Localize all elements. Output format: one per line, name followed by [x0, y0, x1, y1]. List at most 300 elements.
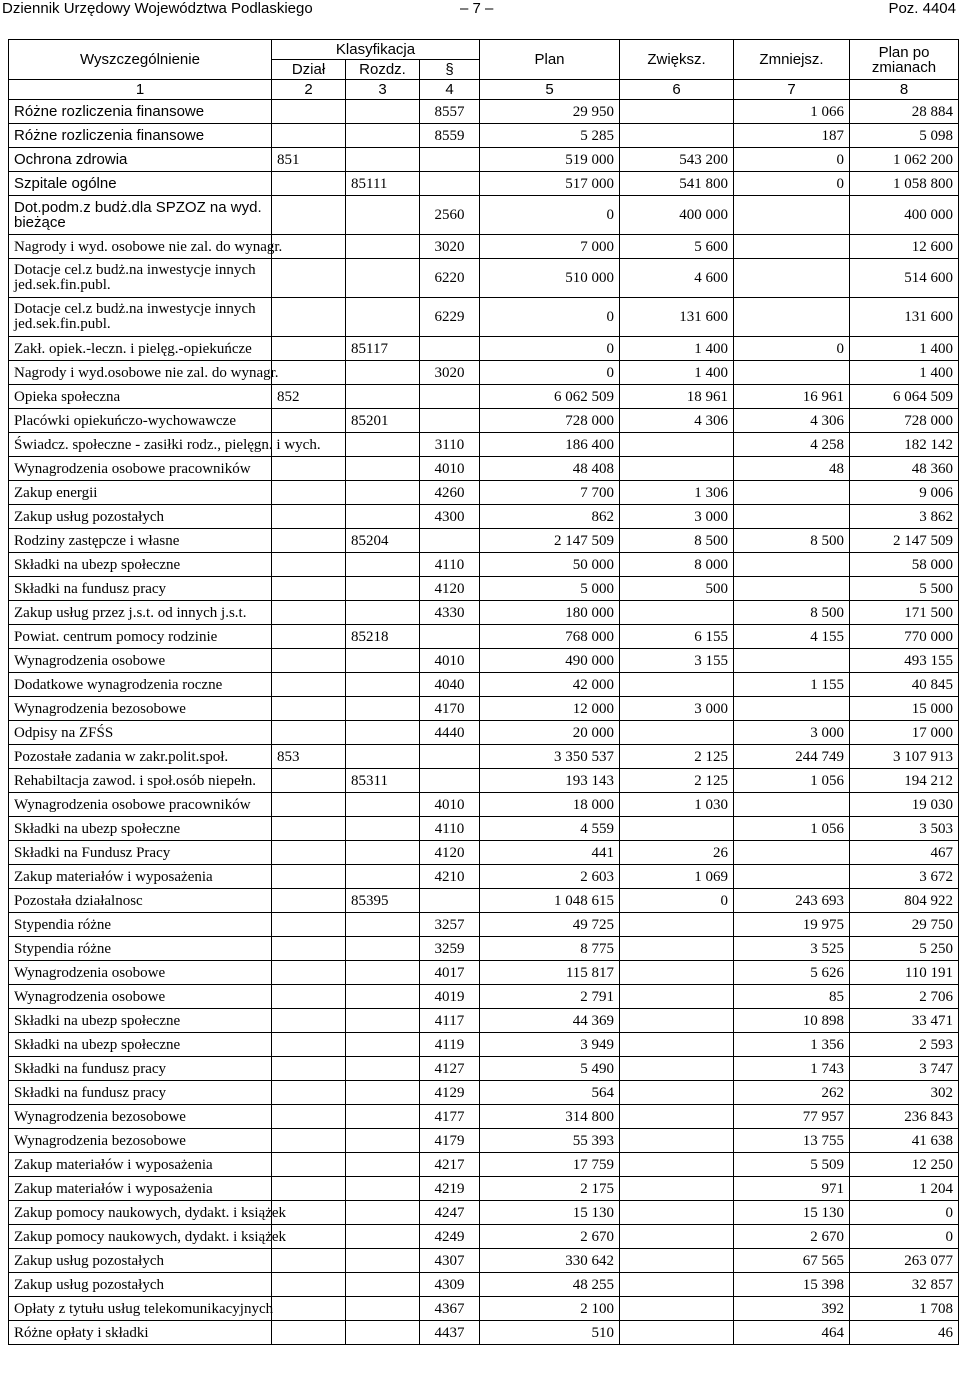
table-row	[9, 841, 959, 865]
cell-plan: 18 000	[480, 793, 620, 817]
cell-paragraph: 4120	[420, 577, 480, 601]
table-row	[9, 1177, 959, 1201]
table-row	[9, 148, 959, 172]
cell-name: Stypendia różne	[9, 937, 272, 961]
cell-plan: 768 000	[480, 625, 620, 649]
cell-increase	[620, 913, 734, 937]
cell-name: Składki na Fundusz Pracy	[9, 841, 272, 865]
cell-rozdz: 85201	[346, 409, 420, 433]
cell-paragraph: 8559	[420, 124, 480, 148]
cell-paragraph: 4177	[420, 1105, 480, 1129]
cell-decrease: 0	[734, 148, 850, 172]
cell-dzial	[272, 196, 346, 235]
cell-plan: 2 175	[480, 1177, 620, 1201]
table-row	[9, 1057, 959, 1081]
cell-rozdz	[346, 1321, 420, 1345]
cell-dzial	[272, 697, 346, 721]
cell-rozdz	[346, 259, 420, 298]
cell-plan-after: 5 250	[850, 937, 959, 961]
cell-name: Opieka społeczna	[9, 385, 272, 409]
cell-name: Różne rozliczenia finansowe	[9, 100, 272, 124]
column-number: 1	[9, 80, 272, 100]
cell-plan-after: 2 147 509	[850, 529, 959, 553]
cell-decrease: 1 356	[734, 1033, 850, 1057]
table-row	[9, 409, 959, 433]
cell-name: Powiat. centrum pomocy rodzinie	[9, 625, 272, 649]
table-row	[9, 337, 959, 361]
table-row	[9, 1225, 959, 1249]
cell-plan: 5 490	[480, 1057, 620, 1081]
cell-name: Nagrody i wyd.osobowe nie zal. do wynagr.	[9, 361, 272, 385]
cell-increase	[620, 457, 734, 481]
cell-increase	[620, 1177, 734, 1201]
cell-plan-after: 131 600	[850, 298, 959, 337]
page-number: – 7 –	[460, 0, 494, 17]
cell-plan-after: 40 845	[850, 673, 959, 697]
cell-name: Stypendia różne	[9, 913, 272, 937]
column-number: 2	[272, 80, 346, 100]
cell-increase	[620, 1249, 734, 1273]
cell-plan: 12 000	[480, 697, 620, 721]
cell-decrease: 85	[734, 985, 850, 1009]
cell-paragraph: 4010	[420, 649, 480, 673]
cell-dzial	[272, 1153, 346, 1177]
cell-plan: 4 559	[480, 817, 620, 841]
cell-plan-after: 46	[850, 1321, 959, 1345]
cell-rozdz	[346, 961, 420, 985]
cell-plan-after: 5 500	[850, 577, 959, 601]
cell-plan-after: 1 400	[850, 361, 959, 385]
cell-rozdz	[346, 124, 420, 148]
cell-decrease	[734, 841, 850, 865]
cell-increase: 3 000	[620, 697, 734, 721]
cell-plan-after: 3 503	[850, 817, 959, 841]
cell-increase	[620, 1321, 734, 1345]
cell-rozdz	[346, 196, 420, 235]
table-row	[9, 985, 959, 1009]
table-row	[9, 961, 959, 985]
cell-rozdz	[346, 1057, 420, 1081]
cell-rozdz	[346, 1009, 420, 1033]
cell-paragraph: 2560	[420, 196, 480, 235]
cell-decrease: 48	[734, 457, 850, 481]
cell-decrease: 392	[734, 1297, 850, 1321]
cell-name: Wynagrodzenia bezosobowe	[9, 1105, 272, 1129]
cell-dzial	[272, 1009, 346, 1033]
cell-name: Świadcz. społeczne - zasiłki rodz., pielęgn. i wych.	[9, 433, 272, 457]
cell-increase	[620, 817, 734, 841]
cell-plan: 2 670	[480, 1225, 620, 1249]
cell-rozdz	[346, 1225, 420, 1249]
cell-name: Składki na ubezp społeczne	[9, 1033, 272, 1057]
cell-dzial	[272, 457, 346, 481]
cell-dzial	[272, 601, 346, 625]
cell-dzial	[272, 985, 346, 1009]
cell-paragraph: 4260	[420, 481, 480, 505]
cell-increase: 0	[620, 889, 734, 913]
cell-increase: 1 030	[620, 793, 734, 817]
cell-rozdz	[346, 1129, 420, 1153]
cell-decrease: 1 056	[734, 769, 850, 793]
cell-paragraph: 4019	[420, 985, 480, 1009]
table-row	[9, 259, 959, 298]
cell-name: Opłaty z tytułu usług telekomunikacyjnych	[9, 1297, 272, 1321]
header-paragraph: §	[420, 60, 480, 80]
cell-decrease: 0	[734, 172, 850, 196]
table-row	[9, 913, 959, 937]
cell-increase: 131 600	[620, 298, 734, 337]
cell-increase: 1 069	[620, 865, 734, 889]
cell-rozdz	[346, 553, 420, 577]
cell-dzial	[272, 721, 346, 745]
cell-plan-after: 1 204	[850, 1177, 959, 1201]
cell-paragraph: 3110	[420, 433, 480, 457]
cell-rozdz	[346, 817, 420, 841]
cell-increase: 2 125	[620, 745, 734, 769]
cell-name: Szpitale ogólne	[9, 172, 272, 196]
header-dzial: Dział	[272, 60, 346, 80]
cell-plan: 0	[480, 196, 620, 235]
cell-decrease: 0	[734, 337, 850, 361]
cell-increase: 3 155	[620, 649, 734, 673]
cell-plan: 728 000	[480, 409, 620, 433]
cell-rozdz	[346, 697, 420, 721]
cell-rozdz	[346, 601, 420, 625]
cell-increase: 2 125	[620, 769, 734, 793]
cell-name: Zakup pomocy naukowych, dydakt. i książek	[9, 1201, 272, 1225]
cell-rozdz	[346, 1153, 420, 1177]
cell-plan: 115 817	[480, 961, 620, 985]
cell-decrease	[734, 697, 850, 721]
cell-increase	[620, 1057, 734, 1081]
table-row	[9, 298, 959, 337]
cell-dzial	[272, 409, 346, 433]
table-row	[9, 625, 959, 649]
cell-rozdz	[346, 100, 420, 124]
header-name: Wyszczególnienie	[9, 40, 272, 80]
cell-plan: 517 000	[480, 172, 620, 196]
cell-paragraph	[420, 337, 480, 361]
cell-plan-after: 2 593	[850, 1033, 959, 1057]
cell-dzial	[272, 1105, 346, 1129]
cell-plan: 20 000	[480, 721, 620, 745]
table-row	[9, 172, 959, 196]
cell-dzial	[272, 235, 346, 259]
cell-rozdz	[346, 361, 420, 385]
cell-plan: 7 000	[480, 235, 620, 259]
cell-plan-after: 110 191	[850, 961, 959, 985]
cell-rozdz: 85111	[346, 172, 420, 196]
cell-plan-after: 5 098	[850, 124, 959, 148]
cell-plan: 180 000	[480, 601, 620, 625]
cell-rozdz	[346, 1033, 420, 1057]
cell-decrease: 4 155	[734, 625, 850, 649]
cell-increase: 543 200	[620, 148, 734, 172]
cell-name: Zakup energii	[9, 481, 272, 505]
column-number: 4	[420, 80, 480, 100]
table-row	[9, 817, 959, 841]
table-row	[9, 1009, 959, 1033]
cell-plan-after: 467	[850, 841, 959, 865]
cell-plan: 193 143	[480, 769, 620, 793]
cell-name: Odpisy na ZFŚS	[9, 721, 272, 745]
cell-decrease: 77 957	[734, 1105, 850, 1129]
cell-name: Wynagrodzenia bezosobowe	[9, 697, 272, 721]
cell-increase: 6 155	[620, 625, 734, 649]
cell-rozdz	[346, 793, 420, 817]
cell-plan-after: 1 400	[850, 337, 959, 361]
cell-plan: 50 000	[480, 553, 620, 577]
cell-plan: 6 062 509	[480, 385, 620, 409]
cell-plan-after: 9 006	[850, 481, 959, 505]
table-row	[9, 889, 959, 913]
cell-paragraph: 4330	[420, 601, 480, 625]
table-row	[9, 1249, 959, 1273]
cell-rozdz: 85117	[346, 337, 420, 361]
cell-plan-after: 1 058 800	[850, 172, 959, 196]
cell-rozdz	[346, 1297, 420, 1321]
cell-plan: 564	[480, 1081, 620, 1105]
cell-rozdz	[346, 937, 420, 961]
cell-name: Pozostała działalnosc	[9, 889, 272, 913]
cell-plan-after: 770 000	[850, 625, 959, 649]
table-row	[9, 601, 959, 625]
cell-paragraph: 4117	[420, 1009, 480, 1033]
cell-dzial	[272, 100, 346, 124]
table-row	[9, 1033, 959, 1057]
table-row	[9, 235, 959, 259]
cell-plan: 510	[480, 1321, 620, 1345]
cell-name: Dotacje cel.z budż.na inwestycje innych jed.sek.fin.publ.	[9, 298, 272, 337]
cell-name: Nagrody i wyd. osobowe nie zal. do wynagr.	[9, 235, 272, 259]
cell-increase	[620, 1273, 734, 1297]
cell-decrease: 8 500	[734, 529, 850, 553]
cell-rozdz	[346, 673, 420, 697]
table-row	[9, 1201, 959, 1225]
cell-paragraph: 4249	[420, 1225, 480, 1249]
cell-increase	[620, 673, 734, 697]
cell-paragraph: 3020	[420, 361, 480, 385]
cell-increase: 1 400	[620, 361, 734, 385]
cell-name: Placówki opiekuńczo-wychowawcze	[9, 409, 272, 433]
cell-plan-after: 1 062 200	[850, 148, 959, 172]
table-row	[9, 196, 959, 235]
cell-plan-after: 12 250	[850, 1153, 959, 1177]
cell-increase	[620, 433, 734, 457]
cell-paragraph: 6229	[420, 298, 480, 337]
cell-plan: 55 393	[480, 1129, 620, 1153]
cell-dzial	[272, 481, 346, 505]
cell-decrease: 4 258	[734, 433, 850, 457]
cell-rozdz	[346, 1249, 420, 1273]
cell-plan-after: 194 212	[850, 769, 959, 793]
cell-paragraph: 4219	[420, 1177, 480, 1201]
table-row	[9, 433, 959, 457]
table-row	[9, 481, 959, 505]
table-row	[9, 649, 959, 673]
cell-decrease	[734, 481, 850, 505]
cell-plan: 29 950	[480, 100, 620, 124]
cell-paragraph	[420, 172, 480, 196]
cell-plan-after: 2 706	[850, 985, 959, 1009]
cell-name: Zakup materiałów i wyposażenia	[9, 865, 272, 889]
cell-rozdz	[346, 1177, 420, 1201]
table-row	[9, 1273, 959, 1297]
cell-plan: 2 147 509	[480, 529, 620, 553]
table-row	[9, 361, 959, 385]
cell-name: Dotacje cel.z budż.na inwestycje innych jed.sek.fin.publ.	[9, 259, 272, 298]
cell-name: Dot.podm.z budż.dla SPZOZ na wyd. bieżące	[9, 196, 272, 235]
cell-plan: 17 759	[480, 1153, 620, 1177]
cell-decrease	[734, 577, 850, 601]
cell-increase	[620, 601, 734, 625]
cell-decrease: 243 693	[734, 889, 850, 913]
cell-rozdz	[346, 1105, 420, 1129]
cell-dzial	[272, 505, 346, 529]
cell-plan: 862	[480, 505, 620, 529]
cell-plan-after: 41 638	[850, 1129, 959, 1153]
cell-decrease: 67 565	[734, 1249, 850, 1273]
position-number: Poz. 4404	[888, 0, 956, 17]
cell-increase	[620, 1081, 734, 1105]
cell-plan: 2 100	[480, 1297, 620, 1321]
table-row	[9, 793, 959, 817]
cell-increase	[620, 1009, 734, 1033]
cell-name: Składki na fundusz pracy	[9, 577, 272, 601]
cell-name: Wynagrodzenia osobowe	[9, 961, 272, 985]
cell-rozdz	[346, 1081, 420, 1105]
cell-paragraph: 4040	[420, 673, 480, 697]
cell-rozdz	[346, 1273, 420, 1297]
cell-paragraph: 4120	[420, 841, 480, 865]
cell-plan: 314 800	[480, 1105, 620, 1129]
cell-plan-after: 15 000	[850, 697, 959, 721]
cell-paragraph: 4110	[420, 817, 480, 841]
cell-decrease	[734, 259, 850, 298]
table-row	[9, 385, 959, 409]
cell-decrease: 1 056	[734, 817, 850, 841]
table-row	[9, 937, 959, 961]
cell-plan: 42 000	[480, 673, 620, 697]
cell-decrease: 1 743	[734, 1057, 850, 1081]
cell-paragraph: 4129	[420, 1081, 480, 1105]
cell-name: Różne opłaty i składki	[9, 1321, 272, 1345]
cell-plan: 44 369	[480, 1009, 620, 1033]
cell-paragraph: 4127	[420, 1057, 480, 1081]
cell-name: Składki na ubezp społeczne	[9, 1009, 272, 1033]
budget-table	[8, 39, 959, 1345]
table-row	[9, 745, 959, 769]
cell-increase: 3 000	[620, 505, 734, 529]
cell-plan: 8 775	[480, 937, 620, 961]
table-row	[9, 865, 959, 889]
cell-plan: 330 642	[480, 1249, 620, 1273]
cell-dzial	[272, 1081, 346, 1105]
cell-decrease: 187	[734, 124, 850, 148]
table-row	[9, 577, 959, 601]
cell-plan: 3 350 537	[480, 745, 620, 769]
cell-decrease	[734, 553, 850, 577]
cell-plan: 48 408	[480, 457, 620, 481]
cell-dzial	[272, 769, 346, 793]
cell-decrease: 16 961	[734, 385, 850, 409]
table-row	[9, 1105, 959, 1129]
cell-paragraph: 4437	[420, 1321, 480, 1345]
cell-increase: 8 000	[620, 553, 734, 577]
header-plan-after: Plan po zmianach	[850, 40, 959, 80]
cell-decrease: 15 398	[734, 1273, 850, 1297]
cell-name: Wynagrodzenia osobowe	[9, 649, 272, 673]
table-header	[9, 40, 959, 100]
cell-decrease	[734, 793, 850, 817]
cell-plan-after: 19 030	[850, 793, 959, 817]
cell-name: Zakup materiałów i wyposażenia	[9, 1177, 272, 1201]
cell-dzial	[272, 1249, 346, 1273]
cell-decrease: 971	[734, 1177, 850, 1201]
cell-increase	[620, 937, 734, 961]
cell-plan: 5 285	[480, 124, 620, 148]
cell-decrease: 1 155	[734, 673, 850, 697]
cell-dzial	[272, 841, 346, 865]
cell-rozdz	[346, 481, 420, 505]
table-row	[9, 529, 959, 553]
cell-decrease: 2 670	[734, 1225, 850, 1249]
cell-decrease: 1 066	[734, 100, 850, 124]
cell-increase	[620, 1129, 734, 1153]
cell-decrease: 10 898	[734, 1009, 850, 1033]
cell-dzial	[272, 961, 346, 985]
cell-paragraph	[420, 769, 480, 793]
cell-paragraph: 4170	[420, 697, 480, 721]
cell-plan-after: 3 107 913	[850, 745, 959, 769]
cell-name: Zakup usług pozostałych	[9, 1273, 272, 1297]
cell-plan: 15 130	[480, 1201, 620, 1225]
cell-dzial	[272, 529, 346, 553]
cell-name: Rehabiltacja zawod. i społ.osób niepełn.	[9, 769, 272, 793]
table-row	[9, 1081, 959, 1105]
cell-decrease: 3 525	[734, 937, 850, 961]
cell-plan-after: 3 747	[850, 1057, 959, 1081]
cell-paragraph	[420, 889, 480, 913]
cell-decrease: 5 626	[734, 961, 850, 985]
cell-dzial	[272, 649, 346, 673]
cell-rozdz	[346, 385, 420, 409]
header-increase: Zwiększ.	[620, 40, 734, 80]
cell-plan-after: 3 862	[850, 505, 959, 529]
cell-name: Ochrona zdrowia	[9, 148, 272, 172]
cell-rozdz	[346, 505, 420, 529]
cell-plan: 0	[480, 361, 620, 385]
cell-plan: 0	[480, 298, 620, 337]
cell-paragraph: 8557	[420, 100, 480, 124]
table-row	[9, 1297, 959, 1321]
cell-dzial	[272, 1033, 346, 1057]
cell-name: Zakup pomocy naukowych, dydakt. i książek	[9, 1225, 272, 1249]
cell-plan: 49 725	[480, 913, 620, 937]
page-header	[0, 0, 960, 24]
cell-dzial: 853	[272, 745, 346, 769]
cell-name: Zakup usług pozostałych	[9, 505, 272, 529]
cell-dzial	[272, 553, 346, 577]
cell-dzial	[272, 673, 346, 697]
cell-rozdz	[346, 577, 420, 601]
cell-plan-after: 728 000	[850, 409, 959, 433]
cell-increase: 400 000	[620, 196, 734, 235]
cell-paragraph	[420, 148, 480, 172]
cell-plan: 7 700	[480, 481, 620, 505]
cell-paragraph: 4179	[420, 1129, 480, 1153]
cell-name: Składki na fundusz pracy	[9, 1057, 272, 1081]
